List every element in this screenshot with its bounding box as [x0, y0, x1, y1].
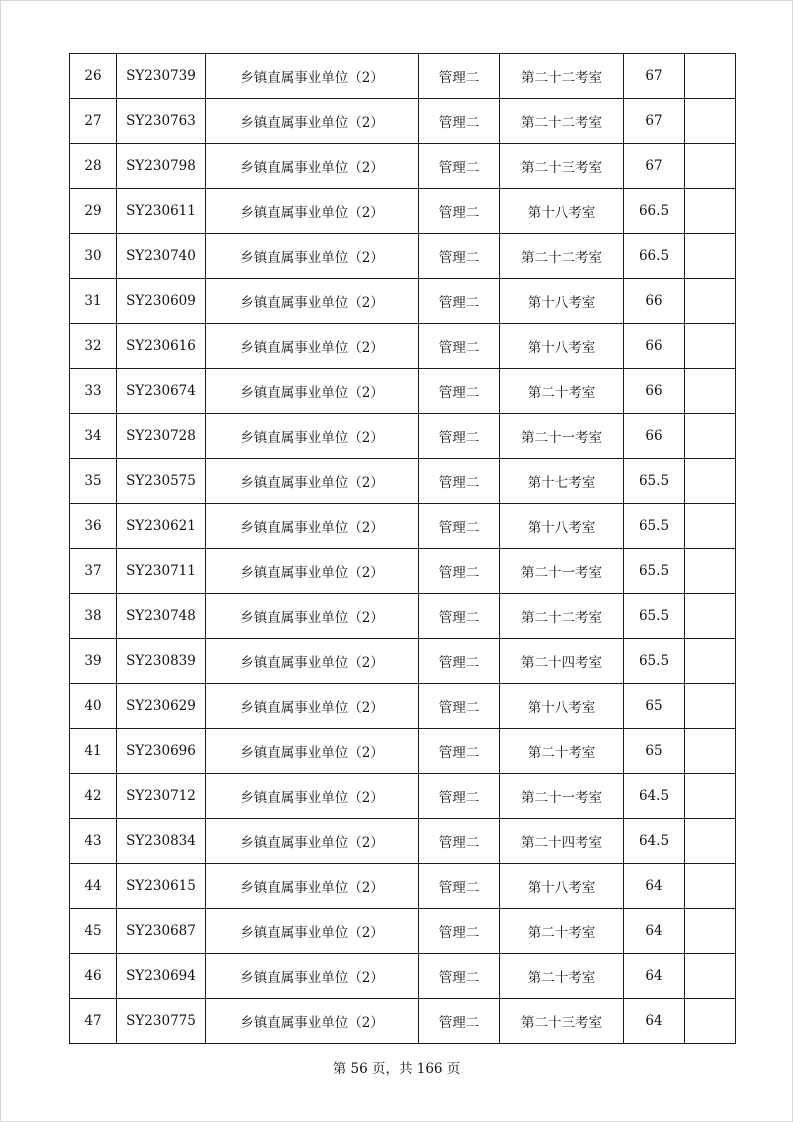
score-cell: 64	[624, 909, 685, 954]
row-number-cell: 36	[70, 504, 117, 549]
position-cell: 管理二	[419, 909, 500, 954]
position-cell: 管理二	[419, 369, 500, 414]
position-cell: 管理二	[419, 684, 500, 729]
position-cell: 管理二	[419, 99, 500, 144]
page-number-footer: 第 56 页，共 166 页	[332, 1061, 461, 1077]
position-cell: 管理二	[419, 774, 500, 819]
note-cell	[685, 324, 736, 369]
unit-cell: 乡镇直属事业单位（2）	[206, 594, 419, 639]
table-row	[70, 639, 736, 684]
table-row	[70, 234, 736, 279]
score-cell: 64	[624, 999, 685, 1044]
table-row	[70, 684, 736, 729]
table-row	[70, 774, 736, 819]
table-row	[70, 189, 736, 234]
table-row	[70, 504, 736, 549]
score-cell: 67	[624, 54, 685, 99]
candidate-id-cell: SY230687	[117, 909, 206, 954]
score-cell: 64	[624, 864, 685, 909]
score-cell: 65.5	[624, 549, 685, 594]
score-cell: 65.5	[624, 459, 685, 504]
row-number-cell: 47	[70, 999, 117, 1044]
unit-cell: 乡镇直属事业单位（2）	[206, 99, 419, 144]
score-cell: 66.5	[624, 234, 685, 279]
score-cell: 64	[624, 954, 685, 999]
position-cell: 管理二	[419, 144, 500, 189]
position-cell: 管理二	[419, 234, 500, 279]
exam-room-cell: 第十八考室	[500, 504, 624, 549]
exam-room-cell: 第二十三考室	[500, 144, 624, 189]
score-cell: 66	[624, 324, 685, 369]
row-number-cell: 39	[70, 639, 117, 684]
note-cell	[685, 639, 736, 684]
exam-room-cell: 第十八考室	[500, 324, 624, 369]
table-row	[70, 864, 736, 909]
table-row	[70, 819, 736, 864]
unit-cell: 乡镇直属事业单位（2）	[206, 234, 419, 279]
row-number-cell: 27	[70, 99, 117, 144]
table-row	[70, 414, 736, 459]
exam-room-cell: 第二十考室	[500, 954, 624, 999]
exam-room-cell: 第二十二考室	[500, 594, 624, 639]
note-cell	[685, 504, 736, 549]
row-number-cell: 32	[70, 324, 117, 369]
table-row	[70, 729, 736, 774]
row-number-cell: 40	[70, 684, 117, 729]
unit-cell: 乡镇直属事业单位（2）	[206, 504, 419, 549]
position-cell: 管理二	[419, 594, 500, 639]
row-number-cell: 28	[70, 144, 117, 189]
unit-cell: 乡镇直属事业单位（2）	[206, 954, 419, 999]
results-table	[69, 53, 736, 1044]
score-cell: 66	[624, 414, 685, 459]
note-cell	[685, 684, 736, 729]
unit-cell: 乡镇直属事业单位（2）	[206, 324, 419, 369]
note-cell	[685, 999, 736, 1044]
table-row	[70, 99, 736, 144]
score-cell: 66.5	[624, 189, 685, 234]
position-cell: 管理二	[419, 999, 500, 1044]
table-row	[70, 54, 736, 99]
position-cell: 管理二	[419, 279, 500, 324]
score-cell: 65	[624, 684, 685, 729]
exam-room-cell: 第二十考室	[500, 909, 624, 954]
score-cell: 67	[624, 144, 685, 189]
note-cell	[685, 54, 736, 99]
table-row	[70, 954, 736, 999]
note-cell	[685, 144, 736, 189]
note-cell	[685, 819, 736, 864]
candidate-id-cell: SY230728	[117, 414, 206, 459]
note-cell	[685, 234, 736, 279]
row-number-cell: 31	[70, 279, 117, 324]
position-cell: 管理二	[419, 864, 500, 909]
candidate-id-cell: SY230763	[117, 99, 206, 144]
candidate-id-cell: SY230621	[117, 504, 206, 549]
row-number-cell: 46	[70, 954, 117, 999]
unit-cell: 乡镇直属事业单位（2）	[206, 54, 419, 99]
unit-cell: 乡镇直属事业单位（2）	[206, 999, 419, 1044]
candidate-id-cell: SY230775	[117, 999, 206, 1044]
note-cell	[685, 729, 736, 774]
score-cell: 66	[624, 279, 685, 324]
exam-room-cell: 第二十一考室	[500, 774, 624, 819]
exam-room-cell: 第二十二考室	[500, 99, 624, 144]
note-cell	[685, 369, 736, 414]
score-cell: 66	[624, 369, 685, 414]
candidate-id-cell: SY230798	[117, 144, 206, 189]
table-row	[70, 279, 736, 324]
note-cell	[685, 549, 736, 594]
unit-cell: 乡镇直属事业单位（2）	[206, 459, 419, 504]
candidate-id-cell: SY230696	[117, 729, 206, 774]
candidate-id-cell: SY230834	[117, 819, 206, 864]
unit-cell: 乡镇直属事业单位（2）	[206, 549, 419, 594]
candidate-id-cell: SY230748	[117, 594, 206, 639]
position-cell: 管理二	[419, 639, 500, 684]
unit-cell: 乡镇直属事业单位（2）	[206, 144, 419, 189]
exam-room-cell: 第十八考室	[500, 189, 624, 234]
unit-cell: 乡镇直属事业单位（2）	[206, 729, 419, 774]
exam-room-cell: 第十八考室	[500, 864, 624, 909]
candidate-id-cell: SY230694	[117, 954, 206, 999]
position-cell: 管理二	[419, 324, 500, 369]
exam-room-cell: 第二十四考室	[500, 819, 624, 864]
exam-room-cell: 第二十一考室	[500, 414, 624, 459]
row-number-cell: 30	[70, 234, 117, 279]
unit-cell: 乡镇直属事业单位（2）	[206, 774, 419, 819]
score-cell: 64.5	[624, 774, 685, 819]
table-row	[70, 549, 736, 594]
note-cell	[685, 594, 736, 639]
score-cell: 65	[624, 729, 685, 774]
row-number-cell: 29	[70, 189, 117, 234]
position-cell: 管理二	[419, 54, 500, 99]
row-number-cell: 41	[70, 729, 117, 774]
note-cell	[685, 774, 736, 819]
score-cell: 65.5	[624, 594, 685, 639]
row-number-cell: 26	[70, 54, 117, 99]
exam-room-cell: 第二十三考室	[500, 999, 624, 1044]
row-number-cell: 33	[70, 369, 117, 414]
candidate-id-cell: SY230609	[117, 279, 206, 324]
results-table-body	[70, 54, 736, 1044]
unit-cell: 乡镇直属事业单位（2）	[206, 639, 419, 684]
score-cell: 67	[624, 99, 685, 144]
exam-room-cell: 第二十二考室	[500, 234, 624, 279]
unit-cell: 乡镇直属事业单位（2）	[206, 414, 419, 459]
candidate-id-cell: SY230611	[117, 189, 206, 234]
table-row	[70, 594, 736, 639]
note-cell	[685, 909, 736, 954]
position-cell: 管理二	[419, 819, 500, 864]
position-cell: 管理二	[419, 414, 500, 459]
row-number-cell: 37	[70, 549, 117, 594]
note-cell	[685, 99, 736, 144]
position-cell: 管理二	[419, 954, 500, 999]
row-number-cell: 44	[70, 864, 117, 909]
exam-room-cell: 第十八考室	[500, 279, 624, 324]
unit-cell: 乡镇直属事业单位（2）	[206, 279, 419, 324]
candidate-id-cell: SY230674	[117, 369, 206, 414]
position-cell: 管理二	[419, 189, 500, 234]
exam-room-cell: 第二十四考室	[500, 639, 624, 684]
position-cell: 管理二	[419, 504, 500, 549]
row-number-cell: 43	[70, 819, 117, 864]
exam-room-cell: 第十八考室	[500, 684, 624, 729]
position-cell: 管理二	[419, 549, 500, 594]
exam-room-cell: 第二十考室	[500, 729, 624, 774]
row-number-cell: 34	[70, 414, 117, 459]
candidate-id-cell: SY230711	[117, 549, 206, 594]
note-cell	[685, 414, 736, 459]
note-cell	[685, 189, 736, 234]
table-row	[70, 369, 736, 414]
unit-cell: 乡镇直属事业单位（2）	[206, 909, 419, 954]
exam-room-cell: 第十七考室	[500, 459, 624, 504]
unit-cell: 乡镇直属事业单位（2）	[206, 684, 419, 729]
candidate-id-cell: SY230575	[117, 459, 206, 504]
candidate-id-cell: SY230739	[117, 54, 206, 99]
candidate-id-cell: SY230615	[117, 864, 206, 909]
candidate-id-cell: SY230839	[117, 639, 206, 684]
candidate-id-cell: SY230712	[117, 774, 206, 819]
table-row	[70, 909, 736, 954]
unit-cell: 乡镇直属事业单位（2）	[206, 369, 419, 414]
candidate-id-cell: SY230740	[117, 234, 206, 279]
note-cell	[685, 279, 736, 324]
table-row	[70, 459, 736, 504]
table-row	[70, 144, 736, 189]
row-number-cell: 38	[70, 594, 117, 639]
candidate-id-cell: SY230629	[117, 684, 206, 729]
unit-cell: 乡镇直属事业单位（2）	[206, 189, 419, 234]
exam-room-cell: 第二十二考室	[500, 54, 624, 99]
row-number-cell: 42	[70, 774, 117, 819]
table-row	[70, 999, 736, 1044]
candidate-id-cell: SY230616	[117, 324, 206, 369]
position-cell: 管理二	[419, 729, 500, 774]
score-cell: 64.5	[624, 819, 685, 864]
exam-room-cell: 第二十一考室	[500, 549, 624, 594]
position-cell: 管理二	[419, 459, 500, 504]
note-cell	[685, 459, 736, 504]
unit-cell: 乡镇直属事业单位（2）	[206, 864, 419, 909]
score-cell: 65.5	[624, 639, 685, 684]
table-row	[70, 324, 736, 369]
row-number-cell: 45	[70, 909, 117, 954]
exam-room-cell: 第二十考室	[500, 369, 624, 414]
note-cell	[685, 954, 736, 999]
score-cell: 65.5	[624, 504, 685, 549]
note-cell	[685, 864, 736, 909]
row-number-cell: 35	[70, 459, 117, 504]
unit-cell: 乡镇直属事业单位（2）	[206, 819, 419, 864]
